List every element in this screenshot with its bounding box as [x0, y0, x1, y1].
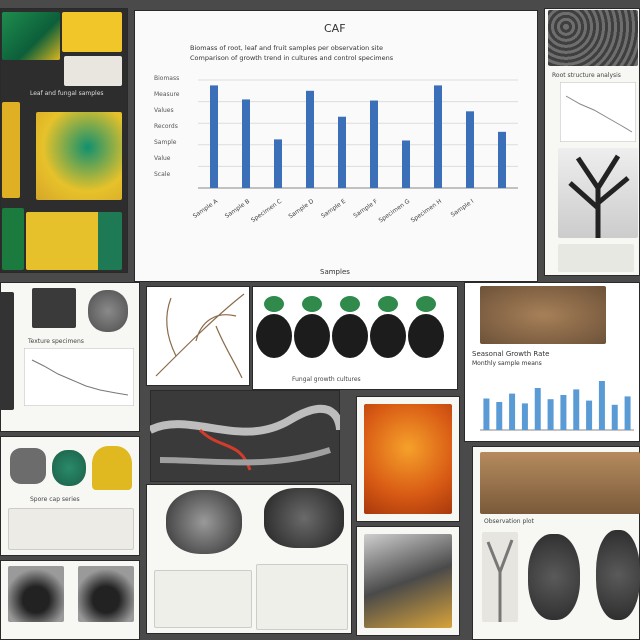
x-tick-label: Sample F: [352, 197, 380, 220]
right-mid-caption: Observation plot: [484, 518, 534, 525]
culture-cap: [378, 296, 398, 312]
gray-rock-image: [10, 448, 46, 484]
twisted-wood-panel: [356, 526, 460, 636]
green-panel-image: [2, 208, 24, 270]
right-top-panel: [544, 8, 640, 276]
bar: [466, 111, 474, 188]
right-lower-panel: [472, 446, 640, 640]
green-leaf-image: [2, 12, 60, 60]
bar: [210, 85, 218, 188]
small-bar: [535, 388, 541, 430]
left-mid-caption: Texture specimens: [28, 338, 84, 345]
chart-subtitle-2: Comparison of growth trend in cultures and control specimens: [190, 54, 394, 62]
x-tick-label: Specimen C: [249, 197, 284, 225]
culture-cap: [264, 296, 284, 312]
right-text-block: [558, 244, 634, 272]
gray-blob-image: [166, 490, 242, 554]
bar: [242, 99, 250, 188]
x-tick-label: Sample E: [320, 197, 348, 220]
culture-body: [256, 314, 292, 358]
center-chart-panel: [134, 10, 538, 282]
y-tick-label: Biomass: [154, 75, 180, 82]
bar: [402, 140, 410, 188]
culture-body: [408, 314, 444, 358]
teal-flower-image: [36, 112, 122, 200]
y-tick-label: Scale: [154, 171, 171, 178]
bar: [370, 101, 378, 188]
fungal-culture-panel: [252, 286, 458, 390]
chart-xlabel: Samples: [320, 268, 350, 276]
small-bar: [522, 403, 528, 430]
mask-image-2: [78, 566, 134, 622]
small-bar: [496, 402, 502, 430]
left-mid-panel: [0, 282, 140, 432]
gray-texture-image: [88, 290, 128, 332]
bar: [274, 139, 282, 188]
bar: [338, 117, 346, 188]
yellow-stem-image: [2, 102, 20, 198]
yellow-card-image: [26, 212, 122, 270]
small-bar: [560, 395, 566, 430]
mask-image-1: [8, 566, 64, 622]
left-line-chart: [24, 348, 134, 406]
bar: [306, 91, 314, 188]
yellow-net-image: [92, 446, 132, 490]
bar: [434, 85, 442, 188]
left-top-panel: [0, 8, 128, 273]
leaf-sketch-drawing: [146, 286, 250, 386]
dark-specimen-image: [64, 56, 122, 86]
culture-cap: [416, 296, 436, 312]
y-tick-label: Measure: [154, 91, 180, 98]
bar: [498, 132, 506, 188]
branch-drawing: [482, 532, 518, 622]
y-tick-label: Values: [154, 107, 174, 114]
sketch-grid-image: [154, 570, 252, 628]
culture-cap: [302, 296, 322, 312]
chart-subtitle-1: Biomass of root, leaf and fruit samples per observation site: [190, 44, 384, 52]
y-tick-label: Value: [154, 155, 171, 162]
x-tick-label: Sample A: [191, 197, 220, 220]
teal-cap-image: [52, 450, 86, 486]
vein-image-panel: [150, 390, 340, 482]
center-lower-panel: [146, 484, 352, 634]
right-chart-panel: [464, 282, 640, 442]
left-lower-panel: [0, 436, 140, 556]
orange-tree-image: [364, 404, 452, 514]
small-bar-chart: [464, 282, 640, 442]
scale-texture-image: [548, 10, 638, 66]
dark-leaf-image: [32, 288, 76, 328]
x-tick-label: Sample I: [449, 197, 476, 219]
small-bar: [573, 389, 579, 430]
small-bar: [625, 396, 631, 430]
culture-body: [332, 314, 368, 358]
small-bar: [509, 394, 515, 430]
culture-cap: [340, 296, 360, 312]
x-tick-label: Sample D: [287, 197, 316, 221]
left-bottom-panel: [0, 560, 140, 640]
right-mini-line-chart: [560, 82, 636, 142]
twisted-wood-image: [364, 534, 452, 628]
y-tick-label: Records: [154, 123, 178, 130]
yellow-tag-image: [62, 12, 122, 52]
small-bar: [612, 405, 618, 430]
vein-drawing: [150, 390, 340, 482]
leaf-sketch-panel: [146, 286, 250, 386]
small-bar: [586, 401, 592, 430]
center-mid-caption: Fungal growth cultures: [292, 376, 361, 383]
left-lower-caption: Spore cap series: [30, 496, 80, 503]
small-chart-subtitle: Monthly sample means: [472, 360, 542, 367]
small-chart-title: Seasonal Growth Rate: [472, 350, 550, 358]
chart-title: CAF: [324, 22, 346, 35]
small-bar: [599, 381, 605, 430]
dark-pod-image-2: [596, 530, 640, 620]
small-bar: [483, 399, 489, 431]
right-top-caption: Root structure analysis: [552, 72, 621, 79]
x-tick-label: Sample B: [223, 197, 252, 221]
field-photo-image: [480, 452, 640, 514]
sketch-figures-image: [256, 564, 348, 630]
x-tick-label: Specimen G: [377, 197, 412, 225]
sketch-strip-image: [8, 508, 134, 550]
x-tick-label: Specimen H: [409, 197, 444, 225]
center-bar-chart: [134, 10, 538, 282]
culture-body: [294, 314, 330, 358]
dark-edge-image: [0, 292, 14, 410]
small-bar: [548, 399, 554, 430]
top-left-caption: Leaf and fungal samples: [30, 90, 104, 97]
dark-blob-image: [264, 488, 344, 548]
culture-row: [252, 290, 458, 370]
culture-body: [370, 314, 406, 358]
root-drawing: [558, 148, 638, 238]
dark-pod-image-1: [528, 534, 580, 620]
orange-tree-panel: [356, 396, 460, 522]
y-tick-label: Sample: [154, 139, 177, 146]
